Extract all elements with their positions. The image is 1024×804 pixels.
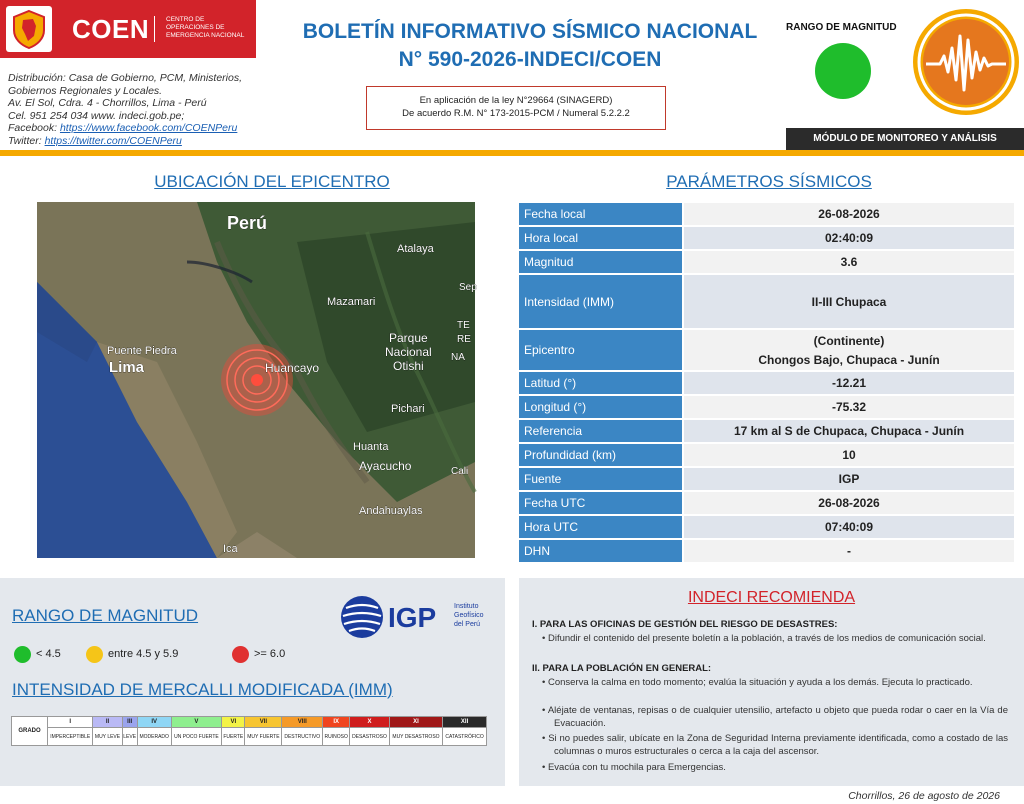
distribution-info (8, 72, 308, 148)
yellow-dot-icon (86, 646, 103, 663)
table-row (519, 516, 1014, 538)
map-label-cali: Cali (451, 466, 469, 477)
mercalli-level: VI (222, 717, 245, 728)
coen-logo-block (0, 0, 256, 58)
param-label: Magnitud (519, 251, 684, 273)
facebook-label: Facebook: (8, 122, 58, 135)
param-label: Fecha local (519, 203, 684, 225)
legend-item-medium (86, 644, 178, 664)
param-value: 02:40:09 (684, 227, 1014, 249)
mercalli-level: I (48, 717, 93, 728)
param-label: Epicentro (519, 330, 684, 370)
table-row (519, 275, 1014, 328)
param-value: -12.21 (684, 372, 1014, 394)
red-dot-icon (232, 646, 249, 663)
param-label: Hora local (519, 227, 684, 249)
map-label-andahuaylas: Andahuaylas (359, 505, 423, 517)
table-row (519, 203, 1014, 225)
seismograph-icon (912, 8, 1020, 116)
map-label-mazamari: Mazamari (327, 296, 376, 308)
facebook-link[interactable]: https://www.facebook.com/COENPeru (59, 122, 238, 135)
recommendation-text: Si no puedes salir, ubícate en la Zona de Seguridad Interna previamente identificada, como a costado de las columnas o muros estructurales o cerca a la caja del ascensor. (548, 733, 1009, 757)
map-label-sep: Sep (459, 282, 477, 293)
mercalli-desc: CATASTRÓFICO (443, 728, 487, 746)
mercalli-level: V (171, 717, 222, 728)
distribution-line: Gobiernos Regionales y Locales. (8, 84, 163, 97)
mercalli-level: XI (389, 717, 442, 728)
recommendation-item: • Evacúa con tu mochila para Emergencias. (542, 762, 726, 773)
map-label-peru: Perú (227, 213, 268, 233)
map-label-huanta: Huanta (353, 441, 389, 453)
recommendation-text: Conserva la calma en todo momento; evalúa la situación y ayuda a los demás. Ejecuta lo practicado. (547, 677, 973, 688)
param-value: -75.32 (684, 396, 1014, 418)
map-label-atalaya: Atalaya (397, 243, 434, 255)
mercalli-desc: MUY DESASTROSO (389, 728, 442, 746)
param-label: DHN (519, 540, 684, 562)
map-label-re: RE (457, 334, 471, 345)
recommendation-item: • Difundir el contenido del presente boletín a la población, a través de los medios de comunicación social. (542, 633, 986, 644)
table-row (519, 492, 1014, 514)
twitter-line (8, 135, 308, 148)
map-label-ayacucho: Ayacucho (359, 459, 412, 473)
param-label: Referencia (519, 420, 684, 442)
mercalli-level: II (93, 717, 122, 728)
igp-name: IGP (388, 602, 437, 633)
param-label: Fuente (519, 468, 684, 490)
mercalli-desc: DESASTROSO (350, 728, 390, 746)
mercalli-roman-row (12, 717, 487, 728)
bulletin-title (270, 18, 790, 74)
coen-name: COEN (72, 14, 150, 44)
table-row (519, 468, 1014, 490)
param-value (684, 330, 1014, 370)
mercalli-desc: MUY LEVE (93, 728, 122, 746)
mercalli-scale-table (11, 716, 487, 746)
epicenter-type: (Continente) (813, 333, 885, 348)
param-value: 26-08-2026 (684, 203, 1014, 225)
map-label-ica: Ica (223, 543, 238, 555)
header-divider (0, 150, 1024, 156)
epicenter-section-title: UBICACIÓN DEL EPICENTRO (154, 172, 390, 191)
recommendation-item: • Aléjate de ventanas, repisas o de cualquier utensilio, artefacto u objeto que pueda rodar o caer en la Vía de Evacuación. (542, 705, 1008, 729)
mercalli-desc: MODERADO (137, 728, 171, 746)
mercalli-desc: MUY FUERTE (245, 728, 282, 746)
table-row (519, 330, 1014, 370)
monitoring-module-bar: MÓDULO DE MONITOREO Y ANÁLISIS (786, 128, 1024, 150)
legend-item-high (232, 644, 285, 664)
recommendation-section-title: II. PARA LA POBLACIÓN EN GENERAL: (532, 663, 712, 674)
recommendation-section-title: I. PARA LAS OFICINAS DE GESTIÓN DEL RIESGO DE DESASTRES: (532, 619, 838, 630)
coen-emblem-icon (6, 6, 52, 52)
mercalli-desc: LEVE (122, 728, 137, 746)
legend-label: >= 6.0 (254, 648, 286, 660)
grado-label: GRADO (12, 717, 48, 746)
bulletin-title-line1: BOLETÍN INFORMATIVO SÍSMICO NACIONAL (302, 20, 758, 43)
table-row (519, 251, 1014, 273)
coen-divider (154, 16, 155, 42)
param-label: Latitud (°) (519, 372, 684, 394)
recommendation-item: • Conserva la calma en todo momento; evalúa la situación y ayuda a los demás. Ejecuta lo practicado. (542, 677, 973, 688)
law-reference-box (366, 86, 666, 130)
mercalli-level: VII (245, 717, 282, 728)
epicenter-map[interactable] (37, 202, 475, 558)
legend-item-low (14, 644, 61, 664)
mercalli-desc: RUINOSO (323, 728, 350, 746)
contact-line: Cel. 951 254 034 www. indeci.gob.pe; (8, 109, 185, 122)
param-label: Profundidad (km) (519, 444, 684, 466)
mercalli-level: XII (443, 717, 487, 728)
param-value: IGP (684, 468, 1014, 490)
param-label: Longitud (°) (519, 396, 684, 418)
legend-label: < 4.5 (36, 648, 61, 660)
recommendation-text: Aléjate de ventanas, repisas o de cualquier utensilio, artefacto u objeto que pueda rodar o caer en la Vía de Evacuación. (547, 705, 1008, 729)
address-line: Av. El Sol, Cdra. 4 - Chorrillos, Lima - Perú (8, 97, 207, 110)
param-value: 10 (684, 444, 1014, 466)
mercalli-desc: DESTRUCTIVO (282, 728, 323, 746)
igp-line3: del Perú (454, 621, 481, 628)
legend-label: entre 4.5 y 5.9 (108, 648, 179, 660)
param-value: 26-08-2026 (684, 492, 1014, 514)
mercalli-desc-row (12, 728, 487, 746)
recommendation-item: • Si no puedes salir, ubícate en la Zona de Seguridad Interna previamente identificada, como a costado de las columnas o muros estructurales o cerca a la caja del ascensor. (542, 733, 1009, 757)
map-label-te: TE (457, 320, 470, 331)
mercalli-level: IV (137, 717, 171, 728)
map-label-parque: Parque (389, 331, 428, 345)
magnitude-range-label: RANGO DE MAGNITUD (786, 22, 897, 33)
mercalli-level: VIII (282, 717, 323, 728)
table-row (519, 444, 1014, 466)
mercalli-level: IX (323, 717, 350, 728)
param-value: 07:40:09 (684, 516, 1014, 538)
distribution-line: Distribución: Casa de Gobierno, PCM, Ministerios, (8, 72, 243, 84)
map-label-puente-piedra: Puente Piedra (107, 345, 177, 357)
map-label-na: NA (451, 352, 465, 363)
mercalli-desc: UN POCO FUERTE (171, 728, 222, 746)
param-label: Hora UTC (519, 516, 684, 538)
green-dot-icon (14, 646, 31, 663)
mercalli-desc: FUERTE (222, 728, 245, 746)
coen-subtitle: CENTRO DE OPERACIONES DE EMERGENCIA NACIONAL (166, 16, 245, 39)
map-label-nacional: Nacional (385, 345, 432, 359)
igp-logo (340, 594, 490, 640)
resolution-line: De acuerdo R.M. N° 173-2015-PCM / Numeral 5.2.2.2 (402, 108, 630, 119)
param-value: 3.6 (684, 251, 1014, 273)
param-label: Intensidad (IMM) (519, 275, 684, 328)
param-value: - (684, 540, 1014, 562)
map-label-lima: Lima (109, 359, 145, 376)
table-row (519, 396, 1014, 418)
table-row (519, 420, 1014, 442)
mercalli-level: III (122, 717, 137, 728)
param-value: II-III Chupaca (684, 275, 1014, 328)
mercalli-title: INTENSIDAD DE MERCALLI MODIFICADA (IMM) (12, 680, 393, 699)
seismic-params-title: PARÁMETROS SÍSMICOS (666, 172, 872, 191)
map-label-pichari: Pichari (391, 403, 425, 415)
magnitude-range-title: RANGO DE MAGNITUD (12, 606, 199, 625)
map-label-huancayo: Huancayo (265, 361, 320, 375)
bulletin-number: N° 590-2026-INDECI/COEN (398, 48, 662, 71)
igp-line1: Instituto (454, 603, 479, 610)
mercalli-level: X (350, 717, 390, 728)
recommendations-title: INDECI RECOMIENDA (687, 589, 856, 606)
table-row (519, 227, 1014, 249)
seismic-params-table (519, 201, 1014, 564)
table-row (519, 372, 1014, 394)
table-row (519, 540, 1014, 562)
twitter-label: Twitter: (8, 134, 42, 147)
law-line: En aplicación de la ley N°29664 (SINAGERD) (419, 95, 613, 106)
footer-place-date: Chorrillos, 26 de agosto de 2026 (848, 790, 1000, 802)
igp-line2: Geofísico (454, 612, 484, 619)
recommendation-text: Evacúa con tu mochila para Emergencias. (547, 762, 726, 773)
epicenter-marker-icon (221, 344, 293, 416)
recommendation-text: Difundir el contenido del presente boletín a la población, a través de los medios de comunicación social. (547, 633, 986, 644)
epicenter-location: Chongos Bajo, Chupaca - Junín (758, 352, 940, 367)
mercalli-desc: IMPERCEPTIBLE (48, 728, 93, 746)
facebook-line (8, 122, 308, 135)
param-label: Fecha UTC (519, 492, 684, 514)
magnitude-indicator-dot (815, 43, 871, 99)
map-label-otishi: Otishi (393, 359, 424, 373)
twitter-link[interactable]: https://twitter.com/COENPeru (44, 134, 182, 147)
param-value: 17 km al S de Chupaca, Chupaca - Junín (684, 420, 1014, 442)
